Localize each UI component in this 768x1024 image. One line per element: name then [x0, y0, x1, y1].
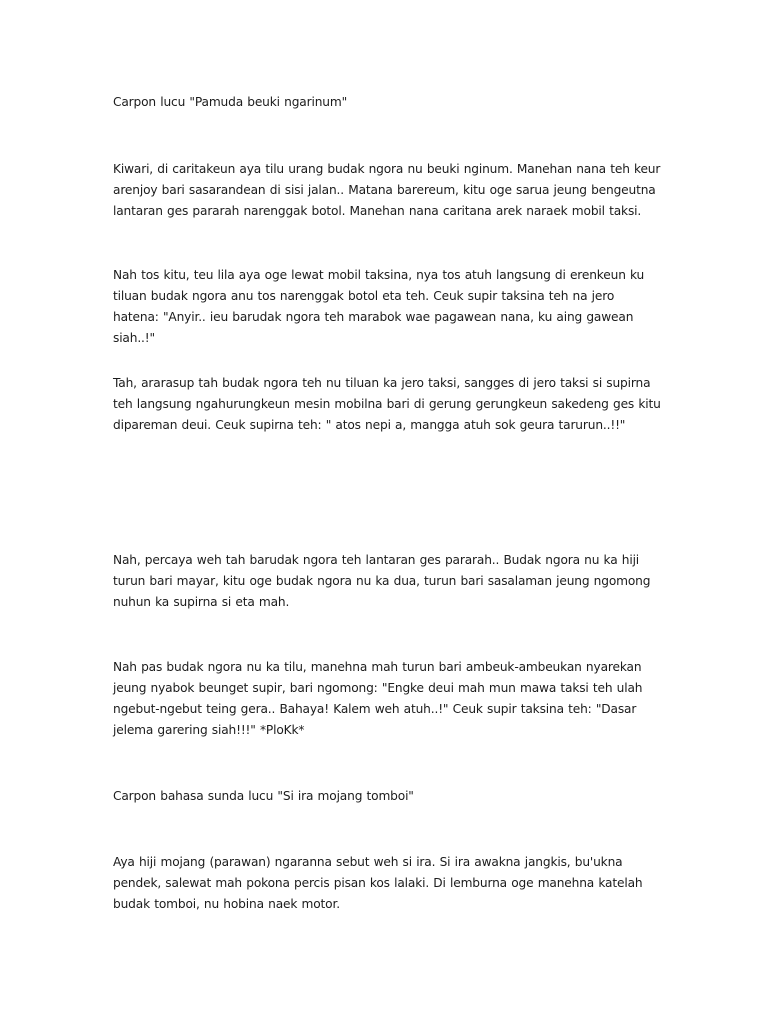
- paragraph-1: Kiwari, di caritakeun aya tilu urang budak ngora nu beuki nginum. Manehan nana teh keur arenjoy bari sasarandean di sisi jalan.. Matana barereum, kitu oge sarua jeung bengeutna lantaran ges pararah narenggak botol. Manehan nana caritana arek naraek mobil taksi.: [113, 162, 661, 218]
- paragraph-5: Nah pas budak ngora nu ka tilu, manehna mah turun bari ambeuk-ambeukan nyarekan jeung nyabok beunget supir, bari ngomong: "Engke deui mah mun mawa taksi teh ulah ngebut-ngebut teing gera.. Bahaya! Kalem weh atuh..!" Ceuk supir taksina teh: "Dasar jelema garering siah!!!" *PloKk*: [113, 660, 643, 737]
- story-title-1: Carpon lucu "Pamuda beuki ngarinum": [113, 95, 348, 109]
- story-title-2: Carpon bahasa sunda lucu "Si ira mojang tomboi": [113, 789, 414, 803]
- paragraph-6: Aya hiji mojang (parawan) ngaranna sebut weh si ira. Si ira awakna jangkis, bu'ukna pendek, salewat mah pokona percis pisan kos lalaki. Di lemburna oge manehna katelah budak tomboi, nu hobina naek motor.: [113, 855, 643, 911]
- paragraph-3: Tah, ararasup tah budak ngora teh nu tiluan ka jero taksi, sangges di jero taksi si supirna teh langsung ngahurungkeun mesin mobilna bari di gerung gerungkeun sakedeng ges kitu dipareman deui. Ceuk supirna teh: " atos nepi a, mangga atuh sok geura tarurun..!!": [113, 376, 661, 432]
- paragraph-2: Nah tos kitu, teu lila aya oge lewat mobil taksina, nya tos atuh langsung di erenkeun ku tiluan budak ngora anu tos narenggak botol eta teh. Ceuk supir taksina teh na jero hatena: "Anyir.. ieu barudak ngora teh marabok wae pagawean nana, ku aing gawean siah..!": [113, 268, 645, 345]
- paragraph-4: Nah, percaya weh tah barudak ngora teh lantaran ges pararah.. Budak ngora nu ka hiji turun bari mayar, kitu oge budak ngora nu ka dua, turun bari sasalaman jeung ngomong nuhun ka supirna si eta mah.: [113, 553, 651, 609]
